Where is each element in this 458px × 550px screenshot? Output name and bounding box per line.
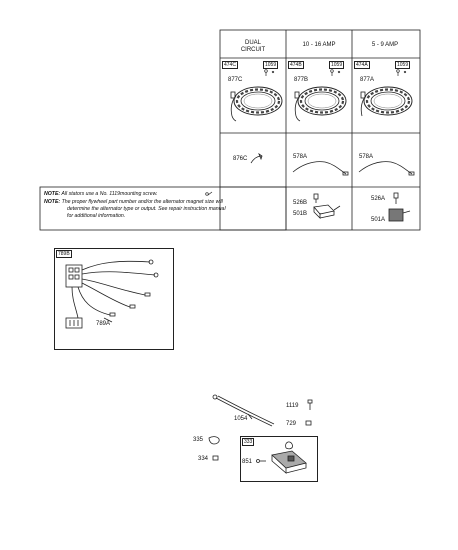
note-flywheel-line2: determine the alternator type or output. See repair instruction manual	[67, 206, 226, 212]
label-526a: 526A	[371, 196, 386, 202]
kit-tag-1059-a: 1059	[265, 62, 277, 68]
header-dual-circuit: DUAL CIRCUIT	[240, 40, 266, 53]
stator-tag-474b: 474B	[290, 62, 302, 68]
kit-tag-1059-c: 1059	[397, 62, 409, 68]
harness-tag-789b: 789B	[58, 251, 70, 257]
kit-tag-1059-b: 1059	[331, 62, 343, 68]
label-877a: 877A	[360, 77, 375, 83]
kit-tag-333: 333	[244, 439, 253, 445]
header-10-16-amp: 10 - 16 AMP	[302, 42, 336, 48]
label-1054: 1054	[234, 416, 248, 422]
label-334: 334	[198, 456, 209, 462]
label-789a: 789A	[96, 321, 111, 327]
label-501b: 501B	[293, 211, 308, 217]
label-501a: 501A	[371, 217, 386, 223]
label-729: 729	[286, 421, 297, 427]
label-578a-b: 578A	[293, 154, 308, 160]
label-877b: 877B	[294, 77, 309, 83]
note-flywheel: NOTE: The proper flywheel part number and/or the alternator magnet size will	[44, 199, 223, 205]
stator-tag-474c: 474C	[224, 62, 236, 68]
label-578a-c: 578A	[359, 154, 374, 160]
note-mounting-screw: NOTE: All stators use a No. 1119mounting screw.	[44, 191, 158, 197]
header-5-9-amp: 5 - 9 AMP	[371, 42, 399, 48]
label-526b: 526B	[293, 200, 308, 206]
note-flywheel-line3: for additional information.	[67, 213, 126, 219]
label-876c: 876C	[233, 156, 248, 162]
label-877c: 877C	[228, 77, 243, 83]
stator-tag-474a: 474A	[356, 62, 368, 68]
label-1119: 1119	[286, 403, 299, 409]
label-851: 851	[242, 459, 253, 465]
label-335: 335	[193, 437, 204, 443]
